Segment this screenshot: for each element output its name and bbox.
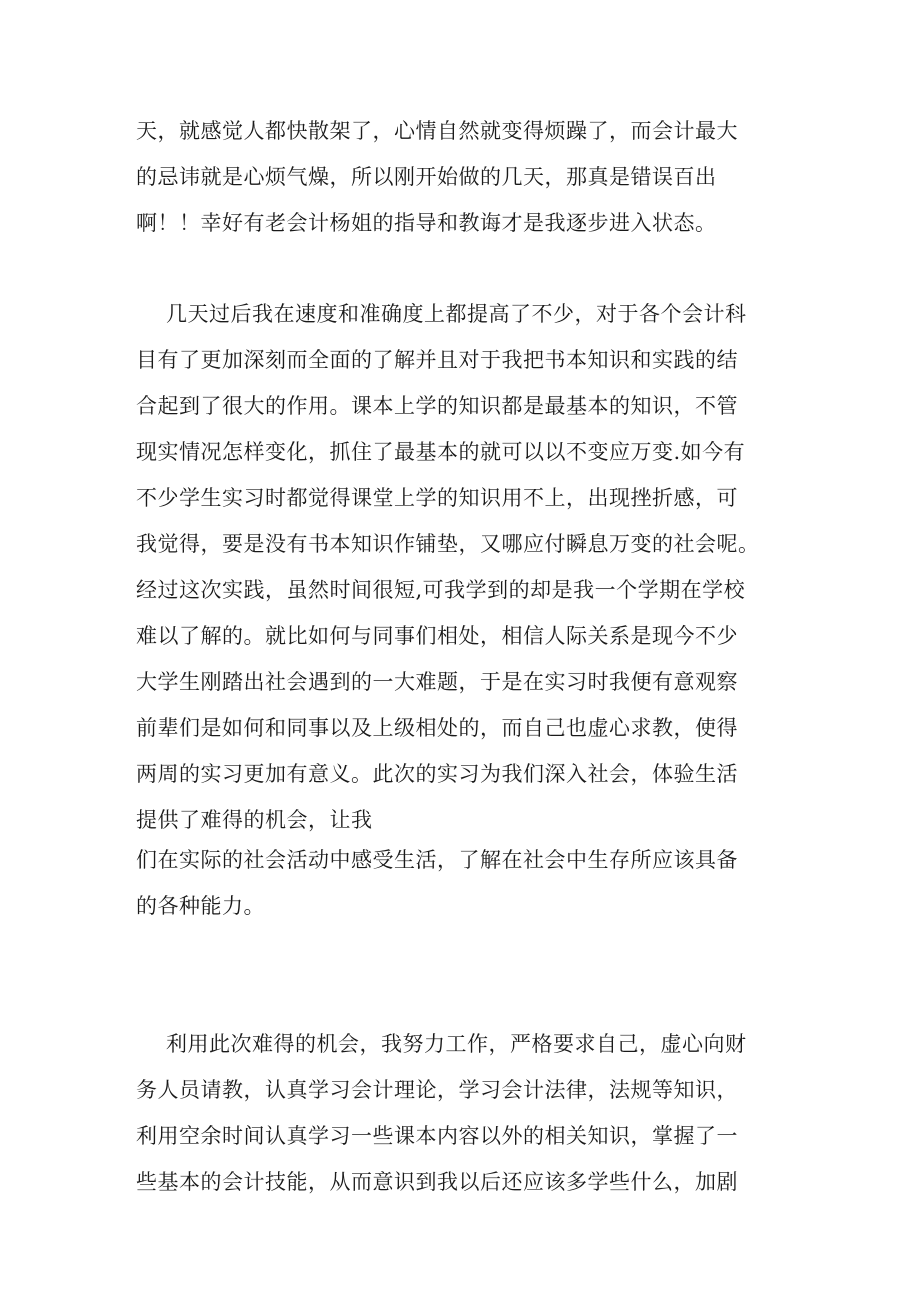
text-line: 前辈们是如何和同事以及上级相处的，而自己也虚心求教，使得 [136,716,738,740]
text-line: 天，就感觉人都快散架了，心情自然就变得烦躁了，而会计最大 [136,119,738,143]
text-line: 不少学生实习时都觉得课堂上学的知识用不上，出现挫折感，可 [136,486,738,510]
text-line: 大学生刚踏出社会遇到的一大难题，于是在实习时我便有意观察 [136,670,738,694]
text-line: 务人员请教，认真学习会计理论，学习会计法律，法规等知识， [136,1078,738,1102]
text-line: 难以了解的。就比如何与同事们相处，相信人际关系是现今不少 [136,624,738,648]
text-line: 合起到了很大的作用。课本上学的知识都是最基本的知识，不管 [136,394,738,418]
text-line: 两周的实习更加有意义。此次的实习为我们深入社会，体验生活 [136,762,738,786]
text-line: 的忌讳就是心烦气燥，所以刚开始做的几天，那真是错误百出 [136,165,717,189]
text-line: 几天过后我在速度和准确度上都提高了不少，对于各个会计科 [166,302,747,326]
text-line: 经过这次实践，虽然时间很短,可我学到的却是我一个学期在学校 [136,578,746,602]
text-line: 目有了更加深刻而全面的了解并且对于我把书本知识和实践的结 [136,348,738,372]
text-line: 利用空余时间认真学习一些课本内容以外的相关知识，掌握了一 [136,1124,738,1148]
text-line: 我觉得，要是没有书本知识作铺垫，又哪应付瞬息万变的社会呢。 [136,532,760,556]
text-line: 啊！！幸好有老会计杨姐的指导和教诲才是我逐步进入状态。 [136,211,717,235]
text-line: 利用此次难得的机会，我努力工作，严格要求自己，虚心向财 [166,1032,747,1056]
text-line: 们在实际的社会活动中感受生活，了解在社会中生存所应该具备 [136,848,738,872]
text-line: 提供了难得的机会，让我 [136,808,373,832]
text-line: 现实情况怎样变化，抓住了最基本的就可以以不变应万变.如今有 [136,440,746,464]
text-line: 些基本的会计技能，从而意识到我以后还应该多学些什么，加剧 [136,1170,738,1194]
text-line: 的各种能力。 [136,894,265,918]
